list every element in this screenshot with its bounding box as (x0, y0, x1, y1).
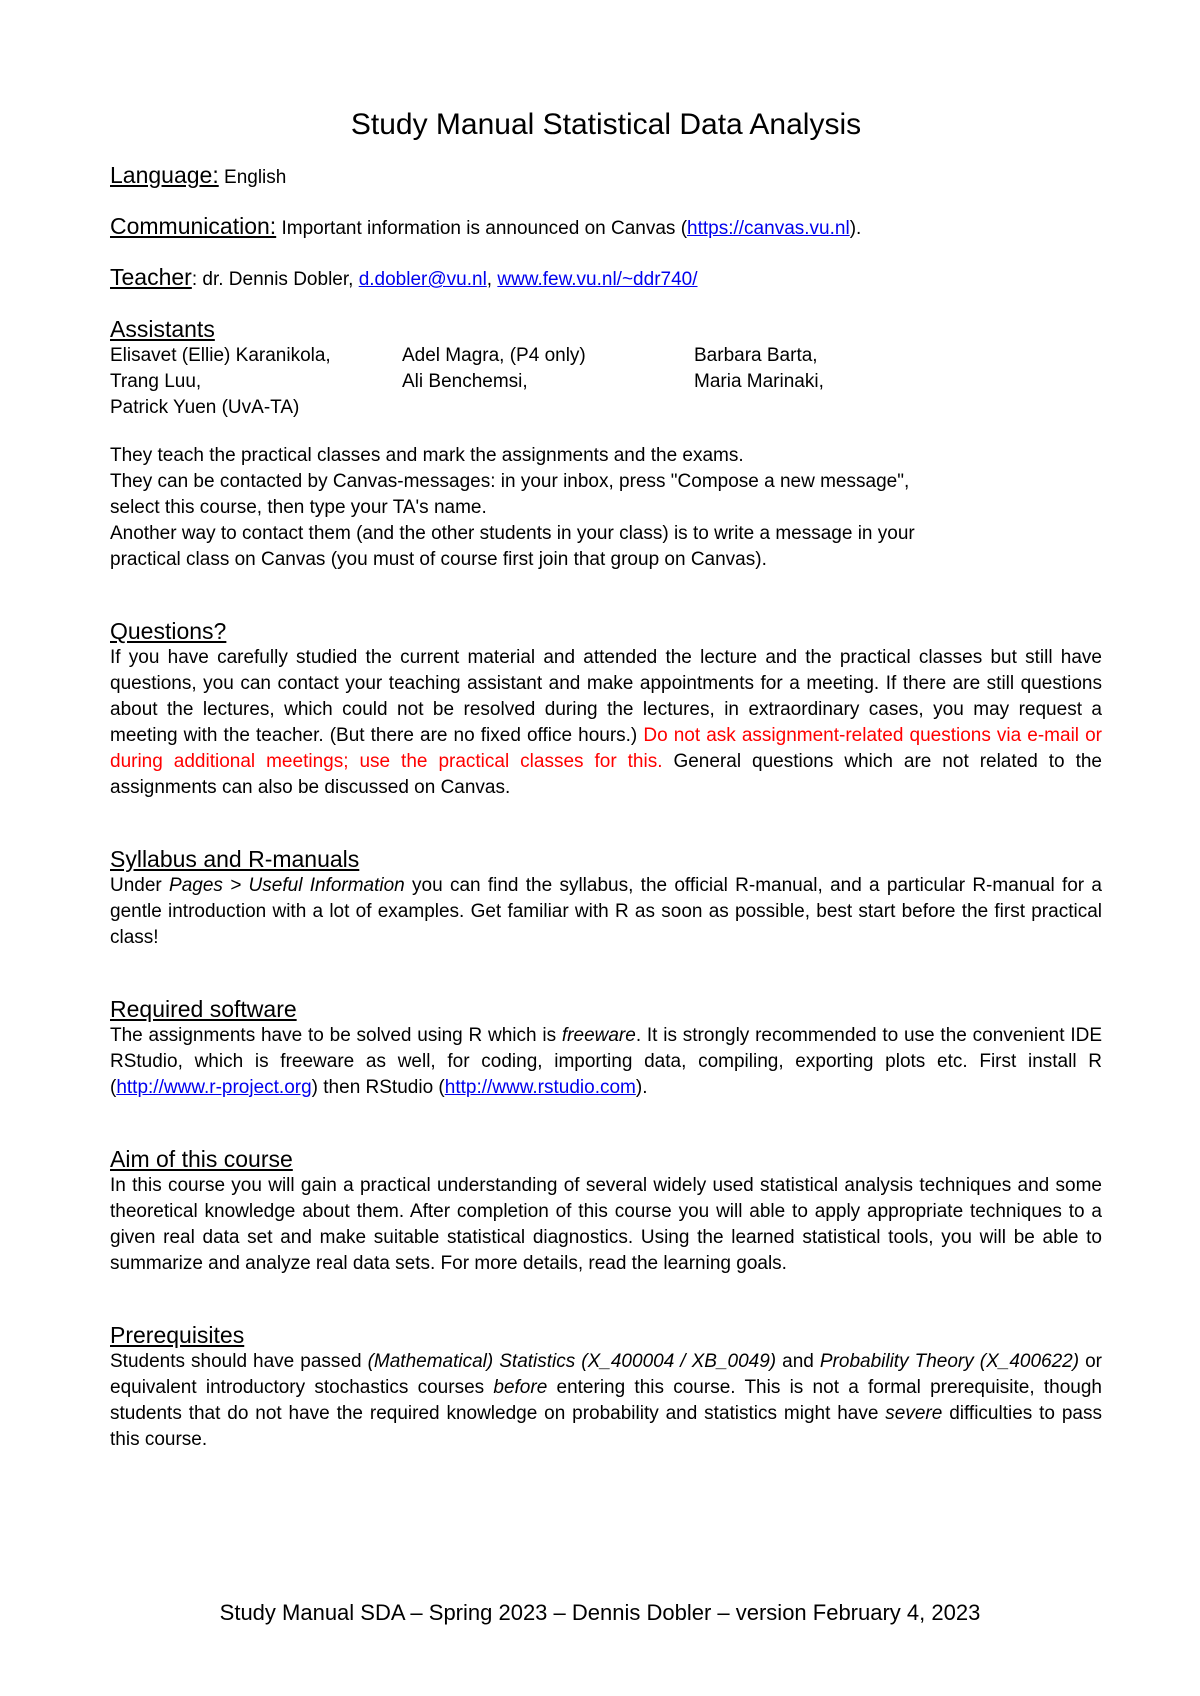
prereq-course-probability: Probability Theory (X_400622) (819, 1351, 1080, 1372)
teacher-email-link[interactable]: d.dobler@vu.nl (358, 269, 487, 290)
teacher-sep: , (486, 269, 498, 290)
canvas-link[interactable]: https://canvas.vu.nl (687, 218, 850, 239)
prereq-emphasis-before: before (493, 1377, 548, 1398)
prereq-emphasis-severe: severe (885, 1403, 943, 1424)
language-line (110, 162, 1102, 191)
communication-text: Important information is announced on Canvas ( (281, 218, 688, 239)
prereq-text: entering this course. This is not a formal prerequisite, though students that do not have the required knowledge on probability and statistics might have (110, 1377, 1102, 1424)
page-footer: Study Manual SDA – Spring 2023 – Dennis Dobler – version February 4, 2023 (219, 1600, 981, 1625)
questions-heading: Questions? (110, 618, 227, 644)
prereq-heading: Prerequisites (110, 1322, 245, 1348)
assistants-grid (110, 343, 1102, 421)
assistant-name: Trang Luu, (110, 371, 202, 392)
questions-text-end: General questions which are not related to the assignments can also be discussed on Canvas. (110, 751, 1102, 798)
prereq-text: Students should have passed (110, 1351, 368, 1372)
prereq-text: and (776, 1351, 820, 1372)
teacher-line (110, 264, 1102, 293)
communication-label: Communication: (110, 213, 277, 239)
assistant-name: Patrick Yuen (UvA-TA) (110, 397, 300, 418)
software-heading: Required software (110, 996, 297, 1022)
syllabus-text: Under (110, 875, 170, 896)
software-paragraph (110, 1023, 1102, 1101)
assistants-text-line: select this course, then type your TA's name. (110, 497, 487, 518)
assistant-name: Elisavet (Ellie) Karanikola, (110, 345, 331, 366)
syllabus-text-end: you can find the syllabus, the official R-manual, and a particular R-manual for a gentle introduction with a lot of examples. Get familiar with R as soon as possible, best start before the first practical class! (110, 875, 1102, 948)
communication-line (110, 213, 1102, 242)
aim-paragraph: In this course you will gain a practical understanding of several widely used statistical analysis techniques and some theoretical knowledge about them. After completion of this course you will able to apply appropriate techniques to a given real data set and make suitable statistical diagnostics. Using the learned statistical tools, you will be able to summarize and analyze real data sets. For more details, read the learning goals. (110, 1175, 1102, 1274)
questions-paragraph (110, 645, 1102, 801)
syllabus-pages-path: Pages > Useful Information (169, 875, 405, 896)
assistants-text-line: They teach the practical classes and mark the assignments and the exams. (110, 445, 744, 466)
software-tail: ). (635, 1077, 648, 1098)
assistant-name: Maria Marinaki, (694, 371, 824, 392)
r-project-link[interactable]: http://www.r-project.org (116, 1077, 312, 1098)
prereq-text: or equivalent introductory stochastics courses (110, 1351, 1102, 1398)
assistant-name: Adel Magra, (P4 only) (402, 345, 586, 366)
software-freeware: freeware (561, 1025, 636, 1046)
questions-warning: Do not ask assignment-related questions via e-mail or during additional meetings; use the practical classes for this. (110, 725, 1102, 772)
prereq-text: difficulties to pass this course. (110, 1403, 1102, 1450)
prereq-course-statistics: (Mathematical) Statistics (X_400004 / XB_0049) (367, 1351, 777, 1372)
teacher-text: : dr. Dennis Dobler, (191, 269, 359, 290)
software-text-mid2: ) then RStudio ( (311, 1077, 445, 1098)
assistant-name (694, 395, 994, 421)
assistants-heading: Assistants (110, 316, 215, 342)
language-label: Language: (110, 162, 219, 188)
language-value: English (224, 167, 287, 188)
aim-heading: Aim of this course (110, 1146, 293, 1172)
questions-text: If you have carefully studied the current material and attended the lecture and the practical classes but still have questions, you can contact your teaching assistant and make appointments for a meeting. If there are still questions about the lectures, which could not be resolved during the lectures, in extraordinary cases, you may request a meeting with the teacher. (But there are no fixed office hours.) (110, 647, 1102, 746)
teacher-label: Teacher (110, 264, 192, 290)
rstudio-link[interactable]: http://www.rstudio.com (444, 1077, 636, 1098)
syllabus-heading: Syllabus and R-manuals (110, 846, 360, 872)
assistants-text-line: Another way to contact them (and the other students in your class) is to write a message in your (110, 523, 915, 544)
communication-tail: ). (849, 218, 862, 239)
teacher-web-link[interactable]: www.few.vu.nl/~ddr740/ (497, 269, 698, 290)
page-title: Study Manual Statistical Data Analysis (350, 108, 862, 141)
assistant-name (402, 395, 694, 421)
assistant-name: Barbara Barta, (694, 345, 818, 366)
assistant-name: Ali Benchemsi, (402, 371, 528, 392)
syllabus-paragraph (110, 873, 1102, 951)
prereq-paragraph (110, 1349, 1102, 1453)
assistants-text-line: practical class on Canvas (you must of course first join that group on Canvas). (110, 549, 767, 570)
assistants-text-line: They can be contacted by Canvas-messages: in your inbox, press "Compose a new message", (110, 471, 910, 492)
software-text: The assignments have to be solved using R which is (110, 1025, 562, 1046)
document-page (110, 108, 1102, 1453)
software-text-mid: . It is strongly recommended to use the convenient IDE RStudio, which is freeware as well, for coding, importing data, compiling, exporting plots etc. First install R ( (110, 1025, 1102, 1098)
